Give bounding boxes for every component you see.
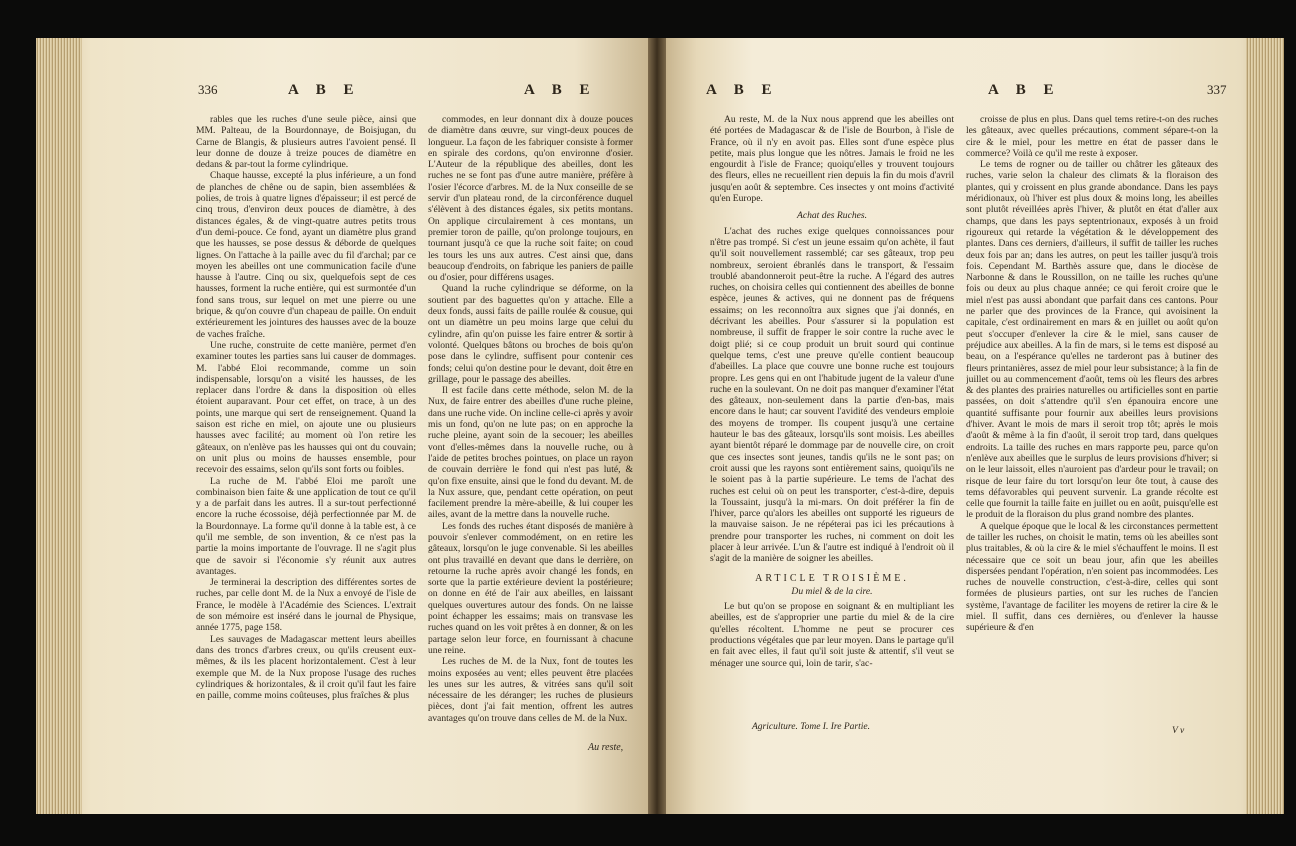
- paragraph: Je terminerai la description des différentes sortes de ruches, par celle dont M. de la Nux a envoyé de l'isle de France, le modèle à l'Académie des Sciences. L'extrait de son mémoire est inséré dans le journal de Physique, année 1775, page 158.: [196, 577, 416, 634]
- left-page-column-1: [196, 114, 416, 734]
- paragraph: Les fonds des ruches étant disposés de manière à pouvoir s'enlever commodément, on en retire les gâteaux, lorsqu'on le juge convenable. Si les abeilles ont plus travaillé en devant que dans le derrière, on retourne la ruche après avoir changé les fonds, en sorte que la partie extérieure devient la postérieure; on donne en été de l'air aux abeilles, en laissant quelques ouvertures autour des fonds. On ne laisse point échapper les essaims; mais on transvase les ruches quand on les voit prêtes à en donner, & on les partage selon leur force, en fournissant à chacune une reine.: [428, 520, 633, 656]
- paragraph: Au reste, M. de la Nux nous apprend que les abeilles ont été portées de Madagascar & de l'isle de Bourbon, à l'isle de France, où il n'y en avoit pas. Elles sont d'une espèce plus petite, mais plus longue que les nôtres. Jamais le froid ne les engourdit à l'isle de France; quoiqu'elles y trouvent toujours des fleurs, elles ne recueillent rien depuis la fin du mois d'avril jusqu'en août & septembre. Ces insectes y ont moins d'activité qu'en Europe.: [710, 114, 954, 205]
- running-head-left-col2: A B E: [524, 82, 597, 98]
- paragraph: commodes, en leur donnant dix à douze pouces de diamètre dans œuvre, sur vingt-deux pouces de longueur. La façon de les fabriquer consiste à former en spirale des cordons, qu'on environne d'osier. L'Auteur de la république des abeilles, dont les ruches ne se font pas d'une autre manière, préfère à l'osier l'écorce d'arbres. M. de la Nux conseille de se servir d'un plateau rond, de la circonférence duquel s'élèvent à des distances égales, six petits montans. On applique circulairement à ces montans, un premier toron de paille, qu'on prolonge toujours, en tournant jusqu'à ce que la ruche soit faite; on coud les tours les uns aux autres. C'est ainsi que, dans beaucoup d'endroits, on fabrique les paniers de paille ou d'osier, pour différens usages.: [428, 114, 633, 284]
- paragraph: rables que les ruches d'une seule pièce, ainsi que MM. Palteau, de la Bourdonnaye, de Boisjugan, du Carne de Blangis, & plusieurs autres l'avoient pensé. Il leur donne de douze à treize pouces de diamètre en dedans & par-tout la forme cylindrique.: [196, 114, 416, 171]
- paragraph: Les sauvages de Madagascar mettent leurs abeilles dans des troncs d'arbres creux, ou qu'ils creusent eux-mêmes, & ils les placent horizontalement. C'est à leur exemple que M. de la Nux propose l'usage des ruches cylindriques & horizontales, & il croit qu'il faut les faire en paille, comme moins coûteuses, plus fraîches & plus: [196, 633, 416, 702]
- page-number-right: 337: [1207, 82, 1227, 97]
- paragraph: Le tems de rogner ou de tailler ou châtrer les gâteaux des ruches, varie selon la chaleur des climats & la floraison des plantes, qui y croissent en plus grande abondance. Dans les pays méridionaux, où l'hiver est plus doux & moins long, les abeilles sont plutôt réveillées après l'hiver, & plutôt en état d'aller aux champs, que dans les pays septentrionaux, exposés à un froid rigoureux qui retarde la végétation & le développement des plantes. Dans ces derniers, d'ailleurs, il suffit de tailler les ruches deux fois par an; dans les autres, on peut les tailler jusqu'à trois fois. Cependant M. Barthès assure que, dans le diocèse de Narbonne & dans le Roussillon, on ne taille les ruches qu'une fois ou deux au plus chaque année; ce qui feroit croire que le miel n'est pas aussi abondant que parfait dans ces cantons. Pour ne parler que des provinces de la France, qui avoisinent la capitale, c'est ordinairement en mars & en juillet ou août qu'on peut s'occuper d'enlever la cire & le miel, sans causer de préjudice aux abeilles. A la fin de mars, si le tems est disposé au beau, on a l'espérance qu'elles ne tarderont pas à butiner des fleurs printanières, assez de miel pour leur subsistance; à la fin de juillet ou au commencement d'août, tems où les fleurs des arbres & des plantes des prairies naturelles ou artificielles sont en partie passées, on doit s'attendre qu'il s'en épanouira encore une quantité suffisante pour fournir aux abeilles leurs provisions d'hiver. Avant le mois de mars il seroit trop tôt; après le mois d'août & même à la fin d'août, il seroit trop tard, dans quelques endroits. La taille des ruches en mars rapporte peu, parce qu'on n'enlève aux abeilles que le surplus de leurs provisions d'hiver; si on le leur laissoit, elles n'auroient pas d'ardeur pour le travail; on risque de leur faire du tort lorsqu'on leur ôte tout, à cause des tems défavorables qui peuvent survenir. La grande récolte est celle que fournit la taille faite en juillet ou en août, puisqu'elle est le produit de la floraison du plus grand nombre des plantes.: [966, 159, 1218, 521]
- paragraph: croisse de plus en plus. Dans quel tems retire-t-on des ruches les gâteaux, avec quelles précautions, comment sépare-t-on la cire & le miel, pour les mettre en état de passer dans le commerce? Voilà ce qu'il me reste à exposer.: [966, 114, 1218, 159]
- paragraph: Les ruches de M. de la Nux, font de toutes les moins exposées au vent; elles peuvent être placées les unes sur les autres, & vitrées sans qu'il soit nécessaire de les déranger; les ruches de plusieurs pièces, dont j'ai fait mention, offrent les autres avantages qu'on trouve dans celles de M. de la Nux.: [428, 656, 633, 724]
- right-page-edges: [1246, 38, 1284, 814]
- left-page-column-2: [428, 114, 633, 734]
- open-book: [36, 38, 1284, 814]
- signature-mark: V v: [1172, 726, 1185, 736]
- right-page: [666, 38, 1284, 814]
- book-gutter: [648, 38, 666, 814]
- paragraph: L'achat des ruches exige quelques connoissances pour n'être pas trompé. Si c'est un jeune essaim qu'on achète, il faut qu'il soit nouvellement rassemblé; car ses gâteaux, trop peu nombreux, seroient ébranlés dans le transport, & l'essaim troublé abandonneroit peut-être la ruche. A l'égard des autres ruches, on choisira celles qui contiennent des abeilles de bonne espèce, jeunes & actives, qui ne donnent pas de fréquens essaims; on les reconnoîtra aux signes que j'ai donnés, en décrivant les abeilles. Pour s'assurer si la population est nombreuse, il suffit de frapper le soir contre la ruche avec le doigt plié; si ce coup produit un bruit sourd qui continue quelque tems, c'est une preuve qu'elle contient beaucoup d'abeilles. La place que couvre une bonne ruche est toujours propre. Les gens qui en ont l'habitude jugent de la valeur d'une ruche en la soulevant. On ne doit pas manquer d'examiner l'état des gâteaux, non-seulement dans la partie d'en-bas, mais encore dans le haut; car souvent l'avidité des vendeurs emploie des moyens de tromper. Ils coupent jusqu'à une certaine hauteur le bas des gâteaux, lorsqu'ils sont moisis. Les abeilles ayant bientôt réparé le dommage par de nouvelle cire, on croit que ces insectes sont jeunes, tandis qu'ils ne le sont pas; on croit aussi que les rayons sont entièrement sains, quoiqu'ils ne le soient pas à la partie supérieure. Le tems de l'achat des ruches est celui où on peut les transporter, c'est-à-dire, depuis la Toussaint, jusqu'à la mi-mars. On doit préférer la fin de l'hiver, parce qu'alors les abeilles ont supporté les rigueurs de la mauvaise saison. Je ne répéterai pas ici les précautions à prendre pour transporter les ruches, ni comment on doit les placer à leur arrivée. L'un & l'autre est indiqué à l'endroit où il s'agit de la manière de soigner les abeilles.: [710, 225, 954, 565]
- paragraph: A quelque époque que le local & les circonstances permettent de tailler les ruches, on choisit le matin, tems où les abeilles sont plus traitables, & où la cire & le miel s'échauffent le moins. Il est nécessaire que ce soit un beau jour, afin que les abeilles dispersées pendant l'opération, n'en soient pas incommodées. Les ruches de nouvelle construction, c'est-à-dire, celles qui sont formées de plusieurs parties, ont sur les ruches de l'ancien système, l'avantage de faciliter les moyens de retirer la cire & le miel. Il suffit, dans ces dernières, ou d'enlever la hausse supérieure & d'en: [966, 520, 1218, 634]
- section-heading-achat: Achat des Ruches.: [796, 210, 868, 222]
- signature-line: Agriculture. Tome I. Ire Partie.: [752, 722, 870, 732]
- running-head-left: A B E: [288, 82, 361, 98]
- article-title: ARTICLE TROISIÈME.: [755, 572, 909, 584]
- paragraph: Quand la ruche cylindrique se déforme, on la soutient par des baguettes qu'on y attache. Elle a deux fonds, aussi faits de paille roulée & cousue, qui ont un diamètre un peu moins large que celui du cylindre, afin qu'on puisse les faire entrer & sortir à volonté. Quelques bâtons ou broches de bois qu'on pose dans le cylindre, suffisent pour contenir ces fonds; celui qu'on destine pour le devant, doit être en grillage, pour le passage des abeilles.: [428, 283, 633, 385]
- paragraph: Une ruche, construite de cette manière, permet d'en examiner toutes les parties sans lui causer de dommages. M. l'abbé Eloi recommande, comme un soin indispensable, lorsqu'on a visité les hausses, de les replacer dans l'ordre & dans la disposition où elles étoient auparavant. Pour cet effet, on trace, à un des points, une marque qui sert de renseignement. Quand la saison est riche en miel, on ajoute une ou plusieurs hausses avec facilité; au moment où l'on retire les gâteaux, on n'enlève pas les hausses qui ont du couvain; on unit plus ou moins de hausses ensemble, pour recevoir des essaims, selon qu'ils sont forts ou foibles.: [196, 339, 416, 476]
- left-page-edges: [36, 38, 82, 814]
- catchword: Au reste,: [588, 742, 624, 753]
- right-page-column-2: [966, 114, 1218, 720]
- article-subtitle: Du miel & de la cire.: [791, 585, 873, 597]
- right-page-column-1: [710, 114, 954, 714]
- running-head-right-col1: A B E: [706, 82, 779, 98]
- left-page: [36, 38, 648, 814]
- running-head-right: A B E: [988, 82, 1061, 98]
- paragraph: Il est facile dans cette méthode, selon M. de la Nux, de faire entrer des abeilles d'une ruche pleine, dans une ruche vide. On incline celle-ci après y avoir mis un fond, qu'on ne lute pas; on en approche la ruche pleine, ayant soin de la secouer; les abeilles vont d'elles-mêmes dans la nouvelle ruche, ou à l'aide de petites broches pointues, on place un rayon de couvain derrière le fond qui n'est pas luté, & qu'on fixe ensuite, ainsi que le fond du devant. M. de la Nux assure, que, pendant cette opération, on peut facilement prendre la mère-abeille, & lui couper les ailes, avant de la mettre dans la nouvelle ruche.: [428, 385, 633, 521]
- paragraph: Chaque hausse, excepté la plus inférieure, a un fond de planches de chêne ou de sapin, bien assemblées & polies, de trois à quatre lignes d'épaisseur; il est percé de cinq trous, d'environ deux pouces de diamètre, à des distances égales, & de vingt-quatre autres petits trous d'un demi-pouce. Ce fond, ayant un diamètre plus grand que les hausses, se pose dessus & déborde de quelques lignes. On l'attache à la paille avec du fil d'archal; par ce moyen les abeilles ont une communication facile d'une hausse à l'autre. Cinq ou six, quelquefois sept de ces hausses, forment la ruche entière, qui est surmontée d'un fond sans trous, sur lequel on met une pierre ou une brique, & qu'on couvre d'un chapeau de paille. On enduit extérieurement les jointures des hausses avec de la bouze de vaches fraîche.: [196, 170, 416, 340]
- paragraph: Le but qu'on se propose en soignant & en multipliant les abeilles, est de s'approprier une partie du miel & de la cire qu'elles récoltent. L'homme ne peut se procurer ces productions végétales que par leur moyen. Dans le partage qu'il en fait avec elles, il faut qu'il soit juste & attentif, s'il veut se ménager une source qui, loin de tarir, s'ac-: [710, 601, 954, 669]
- page-number-left: 336: [198, 82, 218, 97]
- paragraph: La ruche de M. l'abbé Eloi me paroît une combinaison bien faite & une application de tout ce qu'il y a de parfait dans les autres. Il a sur-tout perfectionné encore la ruche écossoise, déjà perfectionnée par M. de la Bourdonnaye. La forme qu'il donne à la table est, à ce qu'il me semble, de son invention, & ce n'est pas la partie la moins importante de l'ouvrage. Il ne s'agit plus que de savoir si l'économie s'y réunit aux autres avantages.: [196, 475, 416, 577]
